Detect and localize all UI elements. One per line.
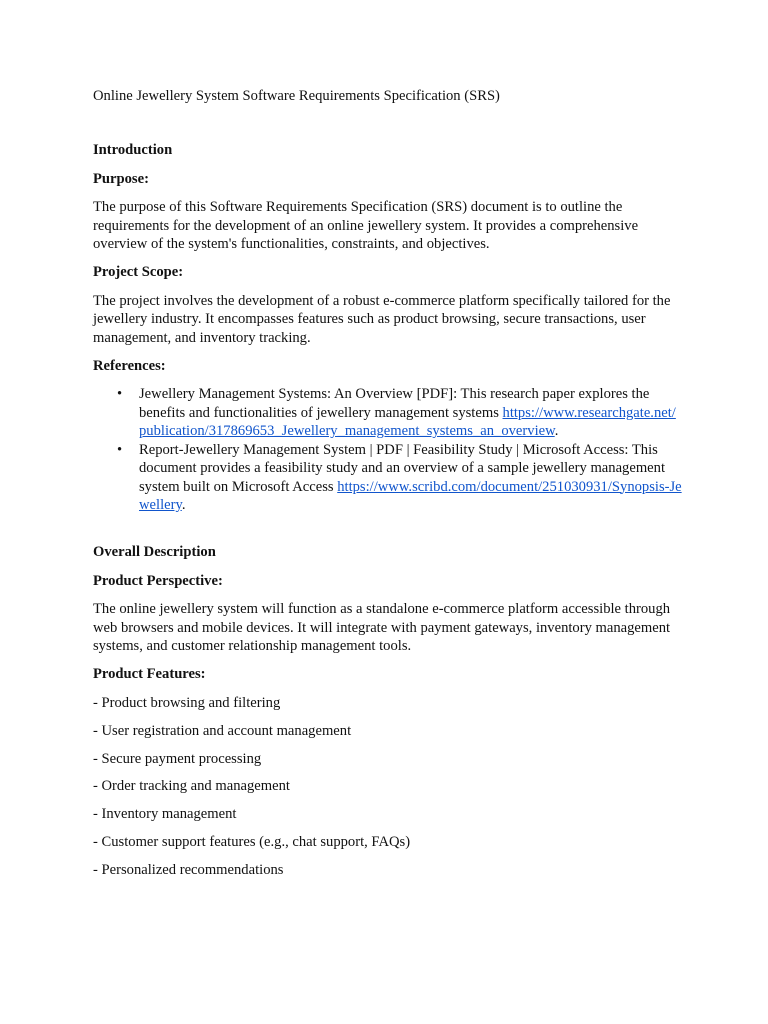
reference-text: Report-Jewellery Management System | PDF | Feasibility Study | Microsoft Access: This document provides a feasibility study and an overview of a sample jewellery management system built on Microsoft Access [139,441,666,495]
purpose-heading: Purpose: [93,170,149,187]
bullet-icon: • [117,441,123,458]
reference-item [117,385,683,440]
feature-item: - Product browsing and filtering [93,694,281,711]
reference-text: Jewellery Management Systems: An Overview [PDF]: This research paper explores the benefits and functionalities of jewellery management systems [139,386,650,421]
reference-suffix: . [554,423,559,440]
section-spacer [93,514,683,543]
perspective-heading: Product Perspective: [93,572,223,589]
feature-item: - Personalized recommendations [93,862,284,879]
reference-link[interactable]: https://www.scribd.com/document/251030931/Synopsis-Jewellery [139,478,682,513]
overall-description-heading: Overall Description [93,544,216,561]
purpose-text: The purpose of this Software Requirements Specification (SRS) document is to outline the requirements for the development of an online jewellery system. It provides a comprehensive overview of the system's functionalities, constraints, and objectives. [93,199,639,253]
references-list [93,385,683,514]
document-title: Online Jewellery System Software Requirements Specification (SRS) [93,88,500,104]
references-heading: References: [93,358,166,375]
reference-link[interactable]: https://www.researchgate.net/publication/317869653_Jewellery_management_systems_an_overview [139,404,676,440]
reference-suffix: . [181,496,186,513]
features-heading: Product Features: [93,666,206,683]
features-list [93,694,683,880]
perspective-text: The online jewellery system will function as a standalone e-commerce platform accessible through web browsers and mobile devices. It will integrate with payment gateways, inventory management systems, and customer relationship management tools. [93,601,671,654]
feature-item: - Secure payment processing [93,750,262,767]
scope-text: The project involves the development of a robust e-commerce platform specifically tailored for the jewellery industry. It encompasses features such as product browsing, secure transactions, user management, and inventory tracking. [93,292,671,346]
reference-item [117,441,683,515]
scope-heading: Project Scope: [93,264,184,281]
introduction-heading: Introduction [93,142,173,159]
document-page [93,87,683,889]
feature-item: - Inventory management [93,806,237,823]
feature-item: - Customer support features (e.g., chat support, FAQs) [93,834,411,851]
feature-item: - User registration and account management [93,722,352,739]
bullet-icon: • [117,386,123,403]
feature-item: - Order tracking and management [93,778,290,795]
